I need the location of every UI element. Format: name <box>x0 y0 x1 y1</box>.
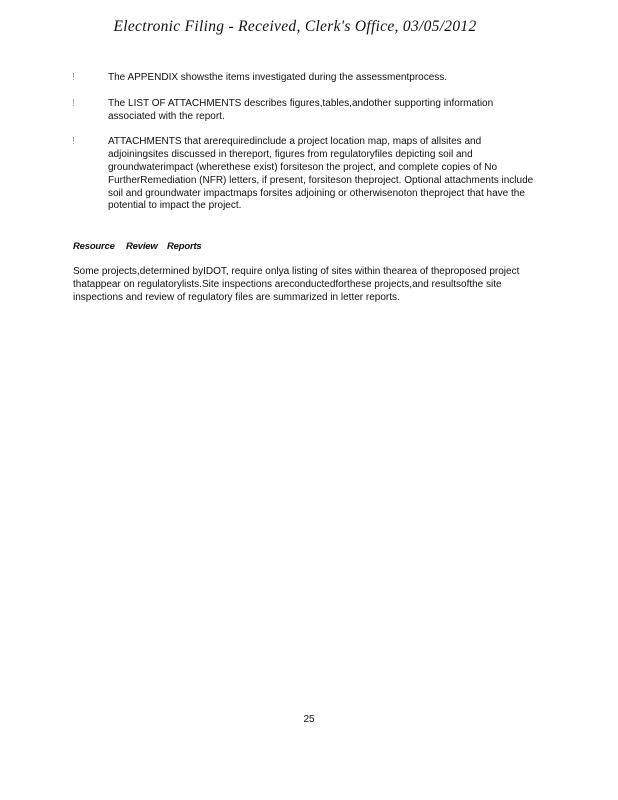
bullet-item-attachments <box>72 136 542 213</box>
bullet-text: The APPENDIX showsthe items investigated during the assessmentprocess. <box>108 72 448 83</box>
section-heading <box>73 241 202 252</box>
page-number: 25 <box>303 714 315 725</box>
section-paragraph: Some projects,determined byIDOT, require onlya listing of sites within thearea of theproposed project thatappear on regulatorylists.Site inspections areconductedforthese projects,and resultsofthe site inspections and review of regulatory files are summarized in letter reports. <box>73 266 520 303</box>
bullet-marker: ! <box>72 97 75 109</box>
bullet-item-list-of-attachments <box>72 98 542 124</box>
bullet-item-appendix <box>72 72 542 85</box>
heading-word-resource: Resource <box>73 241 115 252</box>
filing-stamp-header: Electronic Filing - Received, Clerk's Office, 03/05/2012 <box>113 18 477 35</box>
bullet-marker: ! <box>72 72 75 83</box>
bullet-text: The LIST OF ATTACHMENTS describes figures,tables,andother supporting information associated with the report. <box>108 97 494 122</box>
bullet-text: ATTACHMENTS that arerequiredinclude a project location map, maps of allsites and adjoiningsites discussed in thereport, figures from regulatoryfiles depicting soil and groundwaterimpact (wherethese exist) forsiteson the project, and complete copies of No FurtherRemediation (NFR) letters, if present, forsiteson theproject. Optional attachments include soil and groundwater impactmaps forsites adjoining or otherwisenoton theproject that have the potential to impact the project. <box>108 136 534 212</box>
bullet-list <box>72 72 542 226</box>
bullet-marker: ! <box>72 136 75 148</box>
heading-word-review: Review <box>126 241 158 252</box>
heading-word-reports: Reports <box>167 241 202 252</box>
